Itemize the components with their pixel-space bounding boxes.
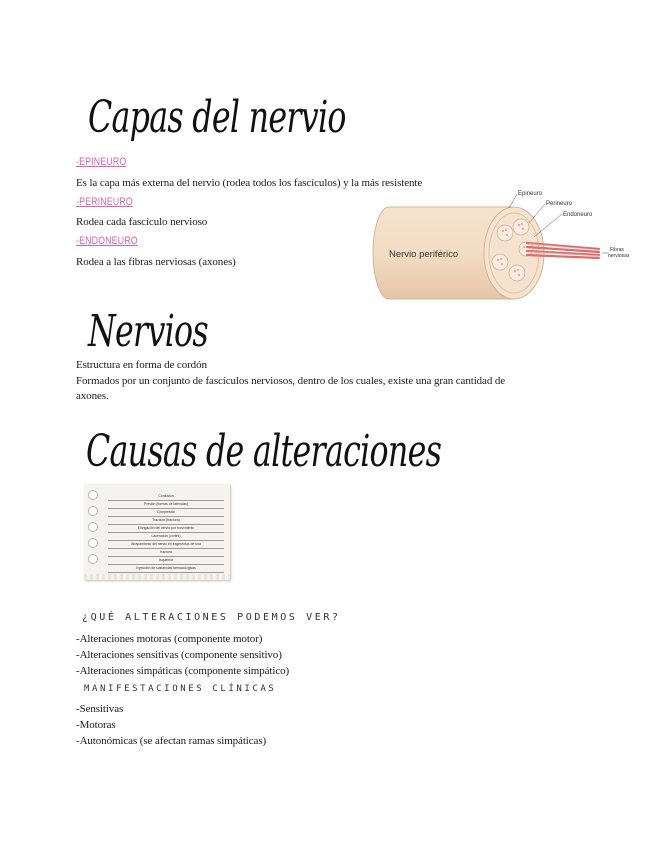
label-endoneuro: -ENDONEURO — [76, 235, 138, 247]
figure-label-endoneuro: Endoneuro — [563, 212, 593, 218]
peripheral-nerve-illustration — [369, 187, 639, 302]
alteration-item: -Alteraciones simpáticas (componente simpático) — [76, 665, 290, 677]
table-row: fractura — [108, 548, 224, 557]
title-capas-del-nervio: Capas del nervio — [88, 92, 346, 143]
question-heading: ¿QUÉ ALTERACIONES PODEMOS VER? — [82, 612, 341, 623]
text-epineuro: Es la capa más externa del nervio (rodea todos los fascículos) y la más resistente — [76, 177, 423, 189]
table-row: Laceración (cortes) — [108, 532, 224, 541]
figure-label-fibras: Fibras — [610, 247, 624, 253]
table-row: Atrapamiento del nervio en fragmentos de una — [108, 540, 224, 549]
nervios-line-3: axones. — [76, 390, 109, 402]
binder-ring-icon — [88, 490, 98, 500]
table-row: Compresión — [108, 508, 224, 517]
figure-label-nerviosas: nerviosas — [608, 253, 630, 259]
manifestation-item: -Motoras — [76, 719, 116, 731]
table-row: Presión (formas de latencias) — [108, 500, 224, 509]
nervios-line-2: Formados por un conjunto de fascículos nerviosos, dentro de los cuales, existe una gran cantidad de — [76, 375, 506, 387]
binder-ring-icon — [88, 554, 98, 564]
table-row: Inyección de sustancias farmacológicas — [108, 564, 224, 573]
figure-label-epineuro: Epineuro — [518, 191, 543, 197]
manifestations-heading: MANIFESTACIONES CLÍNICAS — [84, 684, 277, 694]
text-endoneuro: Rodea a las fibras nerviosas (axones) — [76, 256, 236, 268]
binder-ring-icon — [88, 522, 98, 532]
text-perineuro: Rodea cada fascículo nervioso — [76, 216, 208, 228]
table-row: Isquemia — [108, 556, 224, 565]
table-row: Elongación del nervio por movimiento — [108, 524, 224, 533]
table-row: Tracción (fractura) — [108, 516, 224, 525]
nervios-line-1: Estructura en forma de cordón — [76, 359, 207, 371]
title-nervios: Nervios — [88, 306, 208, 357]
manifestation-item: -Autonómicas (se afectan ramas simpáticas) — [76, 735, 267, 747]
causes-table-image — [84, 484, 230, 580]
alteration-item: -Alteraciones sensitivas (componente sensitivo) — [76, 649, 282, 661]
alteration-item: -Alteraciones motoras (componente motor) — [76, 633, 263, 645]
title-causas-de-alteraciones: Causas de alteraciones — [86, 426, 442, 477]
manifestation-item: -Sensitivas — [76, 703, 124, 715]
figure-label-perineuro: Perineuro — [546, 201, 573, 207]
label-epineuro: -EPINEURO — [76, 156, 127, 168]
label-perineuro: -PERINEURO — [76, 196, 133, 208]
paper-tear-edge — [84, 574, 230, 580]
table-row: Contusión — [108, 492, 224, 501]
binder-ring-icon — [88, 538, 98, 548]
figure-label-nervio-periferico: Nervio periférico — [389, 249, 459, 260]
binder-ring-icon — [88, 506, 98, 516]
